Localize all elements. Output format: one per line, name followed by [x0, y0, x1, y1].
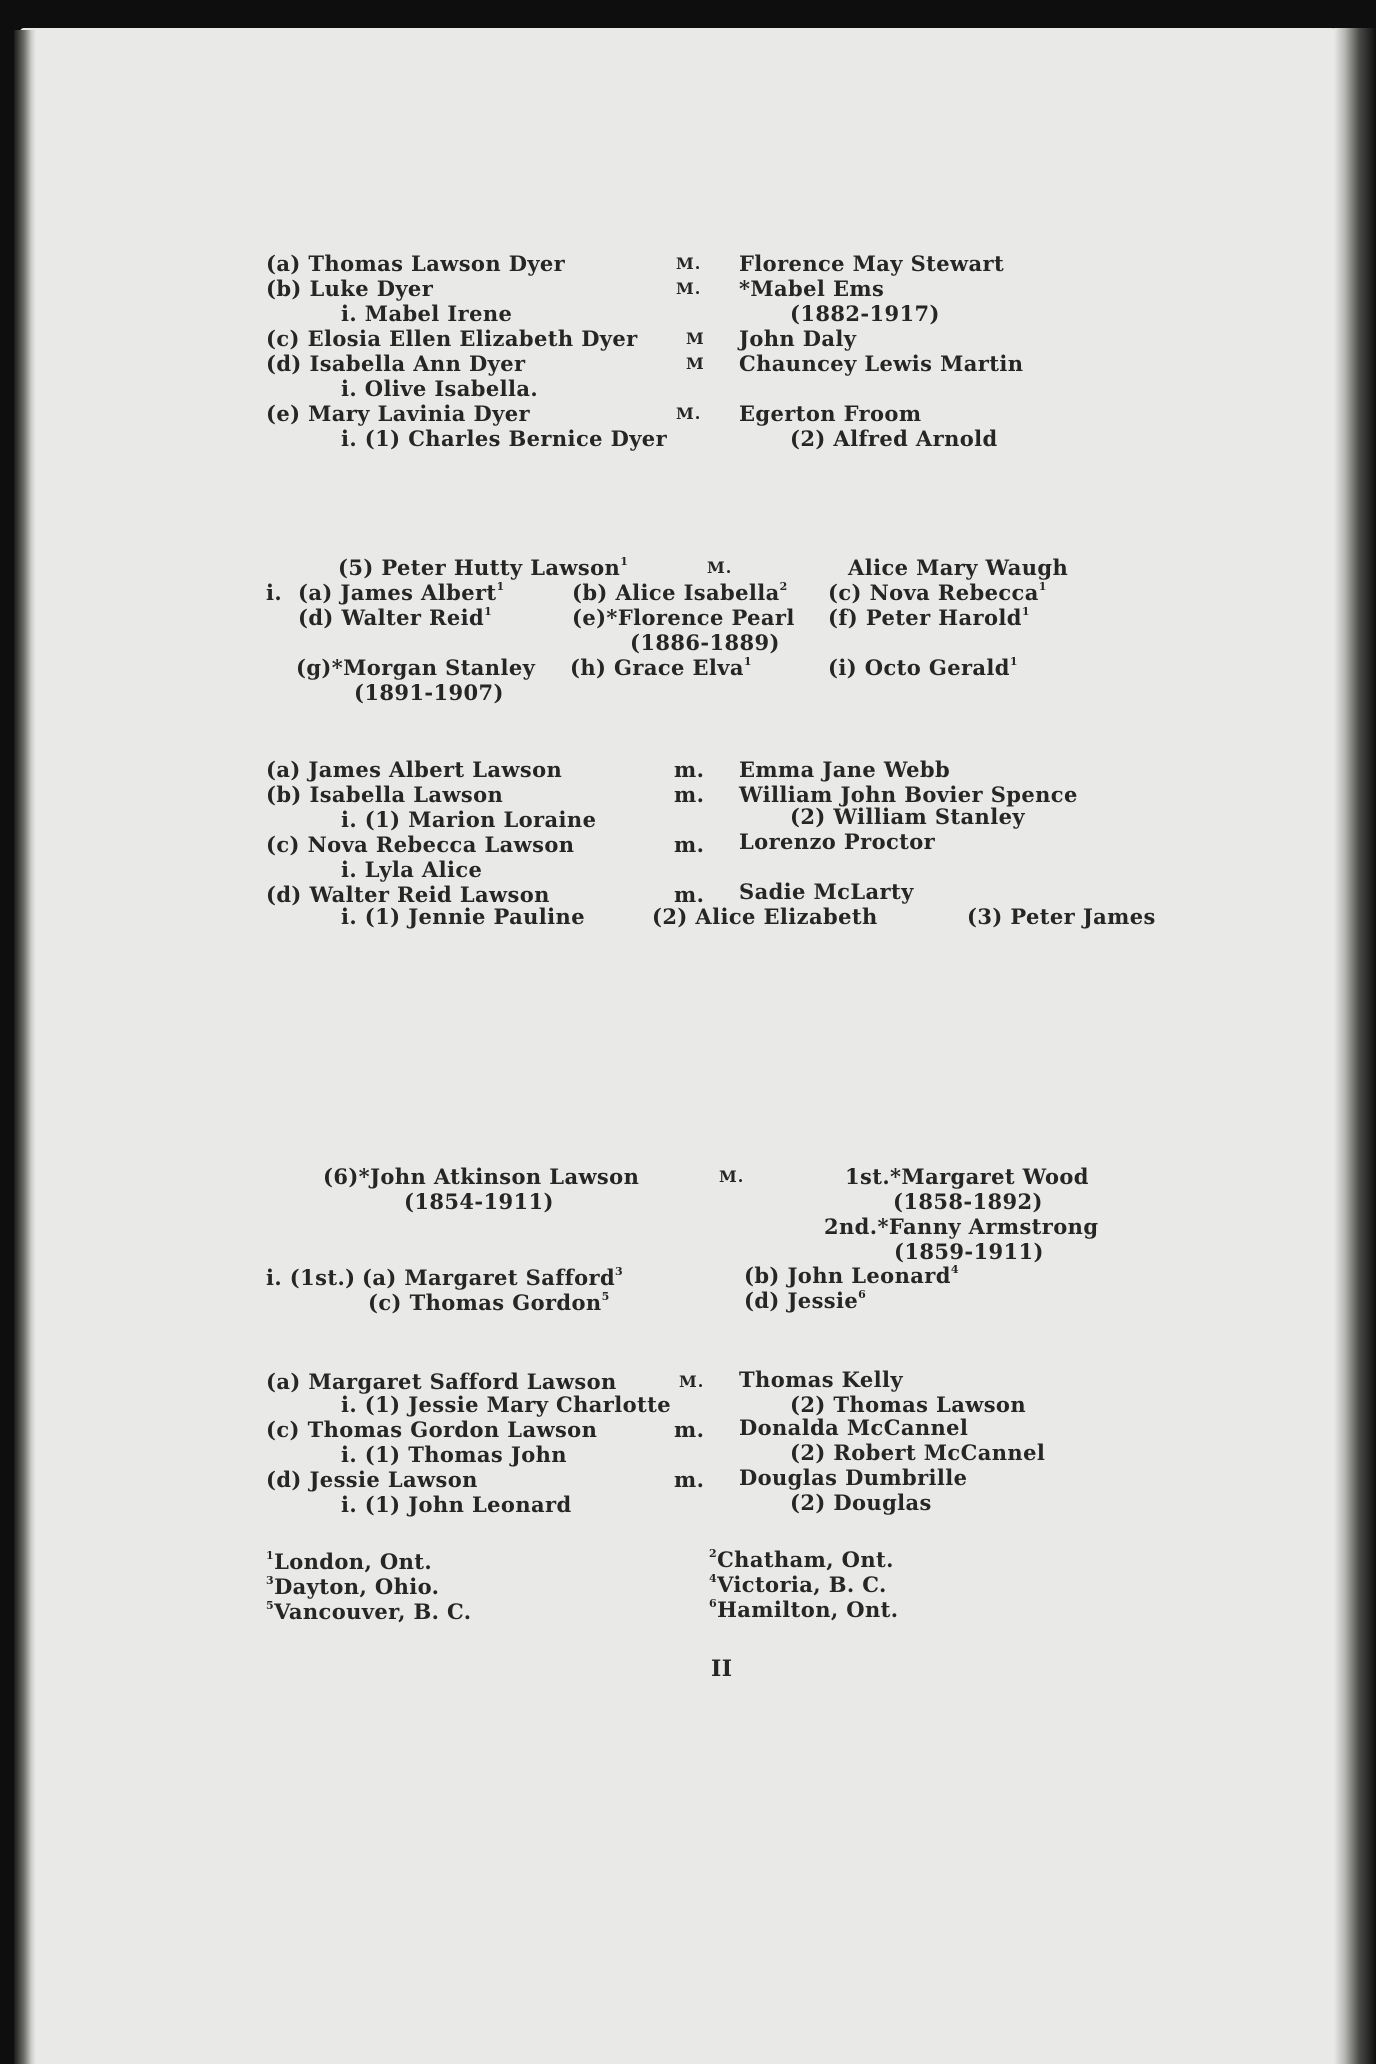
- married-marker: M.: [719, 1167, 745, 1186]
- child-entry: (a) Margaret Safford Lawson: [266, 1369, 617, 1394]
- grandchild-entry: (2) Robert McCannel: [790, 1440, 1046, 1465]
- grandchild-entry: i. (1) Charles Bernice Dyer: [341, 426, 668, 451]
- child-name: (d) Jessie$^6$: [744, 1288, 867, 1313]
- child-name: (e)*Florence Pearl: [572, 605, 795, 630]
- page-number: II: [711, 1656, 733, 1682]
- spouse-name: William John Bovier Spence: [739, 782, 1078, 807]
- grandchild-entry: (3) Peter James: [967, 904, 1156, 929]
- married-marker: m.: [674, 882, 705, 907]
- grandchild-entry: i. (1) Thomas John: [341, 1442, 567, 1467]
- married-marker: m.: [674, 1467, 705, 1492]
- child-entry: (a) James Albert Lawson: [266, 757, 563, 782]
- child-name: (b) John Leonard$^4$: [744, 1263, 959, 1288]
- footnote: $^4$Victoria, B. C.: [709, 1572, 887, 1597]
- married-marker: m.: [674, 832, 705, 857]
- spouse-dates: (1859-1911): [894, 1239, 1044, 1264]
- married-marker: m.: [674, 757, 705, 782]
- grandchild-entry: i. Olive Isabella.: [341, 376, 539, 401]
- spouse-name: 1st.*Margaret Wood: [845, 1164, 1089, 1189]
- child-entry: (c) Nova Rebecca Lawson: [266, 832, 575, 857]
- spouse-dates: (1858-1892): [893, 1189, 1043, 1214]
- married-marker: M.: [676, 404, 702, 423]
- footnote: $^3$Dayton, Ohio.: [266, 1574, 440, 1599]
- grandchild-entry: i. (1) John Leonard: [341, 1492, 572, 1517]
- spouse-name: *Mabel Ems: [739, 276, 885, 301]
- married-marker: M.: [707, 558, 733, 577]
- grandchild-entry: i. Mabel Irene: [341, 301, 513, 326]
- spouse-name: Douglas Dumbrille: [739, 1465, 968, 1490]
- parent-name: (5) Peter Hutty Lawson$^1$: [338, 555, 629, 580]
- child-entry: (a) Thomas Lawson Dyer: [266, 251, 566, 276]
- child-entry: (e) Mary Lavinia Dyer: [266, 401, 530, 426]
- child-name: (f) Peter Harold$^1$: [828, 605, 1030, 630]
- child-dates: (1891-1907): [354, 680, 504, 705]
- child-entry: (b) Luke Dyer: [266, 276, 434, 301]
- grandchild-entry: (2) Alfred Arnold: [790, 426, 998, 451]
- married-marker: M.: [679, 1372, 705, 1391]
- grandchild-entry: i. Lyla Alice: [341, 857, 483, 882]
- spouse-name: Thomas Kelly: [739, 1367, 903, 1392]
- issue-prefix: i. (1st.): [266, 1265, 356, 1290]
- spouse-name: Emma Jane Webb: [739, 757, 951, 782]
- child-entry: (b) Isabella Lawson: [266, 782, 504, 807]
- book-page: [20, 28, 1342, 2064]
- spouse-name: Lorenzo Proctor: [739, 829, 936, 854]
- parent-name: (6)*John Atkinson Lawson: [323, 1164, 640, 1189]
- married-marker: m.: [674, 782, 705, 807]
- book-spine-edge: [14, 30, 36, 2064]
- child-entry: (c) Elosia Ellen Elizabeth Dyer: [266, 326, 638, 351]
- spouse-name: Donalda McCannel: [739, 1415, 969, 1440]
- child-name: (g)*Morgan Stanley: [296, 655, 536, 680]
- child-entry: (c) Thomas Gordon Lawson: [266, 1417, 598, 1442]
- married-marker: M: [686, 329, 705, 348]
- issue-prefix: i.: [266, 580, 283, 605]
- married-marker: M.: [676, 279, 702, 298]
- grandchild-entry: (2) Alice Elizabeth: [652, 904, 878, 929]
- child-name: (h) Grace Elva$^1$: [570, 655, 752, 680]
- spouse-name: Chauncey Lewis Martin: [739, 351, 1024, 376]
- child-name: (i) Octo Gerald$^1$: [828, 655, 1018, 680]
- child-name: (c) Thomas Gordon$^5$: [368, 1290, 610, 1315]
- child-name: (a) Margaret Safford$^3$: [362, 1265, 624, 1290]
- grandchild-entry: (2) Thomas Lawson: [790, 1392, 1027, 1417]
- spouse-name: Alice Mary Waugh: [848, 555, 1069, 580]
- grandchild-entry: i. (1) Jennie Pauline: [341, 904, 585, 929]
- child-entry: (d) Jessie Lawson: [266, 1467, 478, 1492]
- page-stack-edge: [1334, 28, 1376, 2064]
- married-marker: m.: [674, 1417, 705, 1442]
- spouse-name: Egerton Froom: [739, 401, 922, 426]
- married-marker: M: [686, 354, 705, 373]
- grandchild-entry: i. (1) Jessie Mary Charlotte: [341, 1392, 672, 1417]
- child-name: (a) James Albert$^1$: [298, 580, 505, 605]
- child-name: (c) Nova Rebecca$^1$: [828, 580, 1047, 605]
- footnote: $^1$London, Ont.: [266, 1549, 433, 1574]
- child-name: (b) Alice Isabella$^2$: [572, 580, 788, 605]
- footnote: $^2$Chatham, Ont.: [709, 1547, 894, 1572]
- grandchild-entry: (2) William Stanley: [790, 804, 1025, 829]
- spouse-name: 2nd.*Fanny Armstrong: [824, 1214, 1099, 1239]
- spouse-name: John Daly: [739, 326, 857, 351]
- spouse-name: Florence May Stewart: [739, 251, 1005, 276]
- married-marker: M.: [676, 254, 702, 273]
- spouse-name: Sadie McLarty: [739, 879, 914, 904]
- child-name: (d) Walter Reid$^1$: [298, 605, 493, 630]
- spouse-dates: (1882-1917): [790, 301, 940, 326]
- grandchild-entry: (2) Douglas: [790, 1490, 932, 1515]
- parent-dates: (1854-1911): [404, 1189, 554, 1214]
- footnote: $^6$Hamilton, Ont.: [709, 1597, 899, 1622]
- child-entry: (d) Walter Reid Lawson: [266, 882, 550, 907]
- child-dates: (1886-1889): [630, 630, 780, 655]
- footnote: $^5$Vancouver, B. C.: [266, 1599, 472, 1624]
- child-entry: (d) Isabella Ann Dyer: [266, 351, 526, 376]
- grandchild-entry: i. (1) Marion Loraine: [341, 807, 597, 832]
